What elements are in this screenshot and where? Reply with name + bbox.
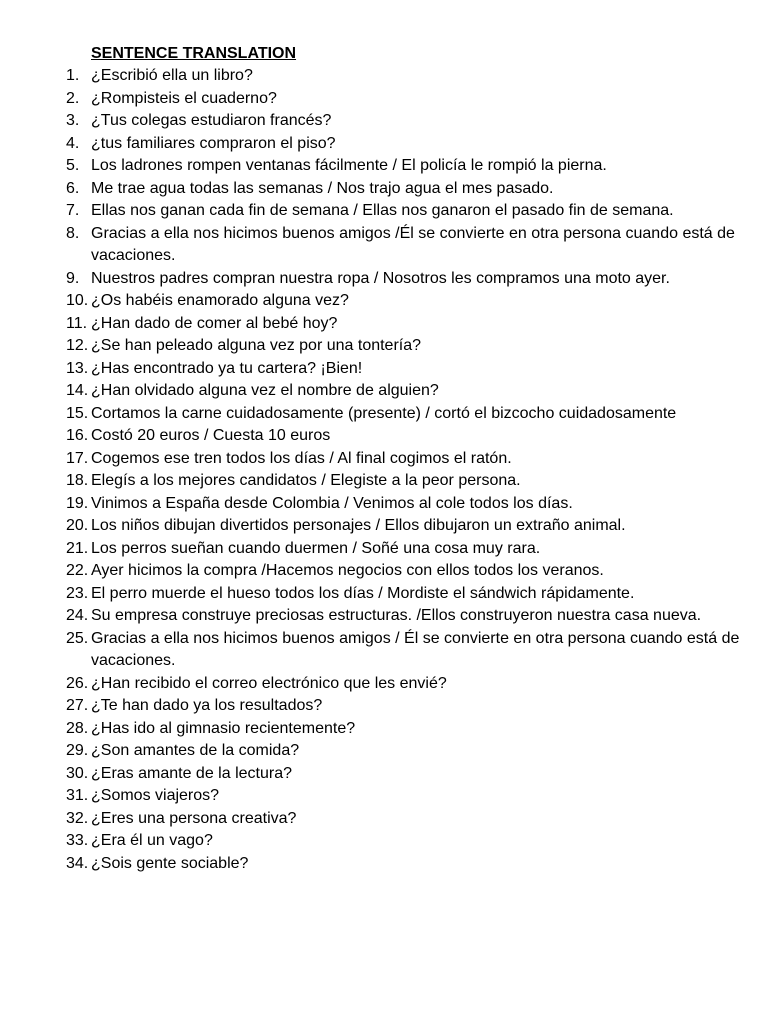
item-number: 18. [66,472,89,489]
list-item [66,605,746,628]
item-number: 34. [66,854,89,872]
item-number: 33. [66,832,89,849]
list-item [66,358,746,381]
list-item [66,88,746,111]
item-text: ¿Sois gente sociable? [91,854,249,872]
item-number: 20. [66,517,89,534]
item-text: ¿Rompisteis el cuaderno? [91,89,277,107]
item-number: 17. [66,449,89,467]
list-item [66,65,746,88]
item-number: 15. [66,404,89,422]
item-text: Ellas nos ganan cada fin de semana / Ellas nos ganaron el pasado fin de semana. [91,202,674,219]
item-text: Gracias a ella nos hicimos buenos amigos / Él se convierte en otra persona cuando está de vacaciones. [91,629,740,669]
item-text: Ayer hicimos la compra /Hacemos negocios con ellos todos los veranos. [91,562,604,579]
list-item [66,200,746,223]
item-text: ¿tus familiares compraron el piso? [91,134,336,152]
document-title: SENTENCE TRANSLATION [91,45,297,62]
list-item [66,268,746,291]
item-number: 10. [66,292,89,309]
list-item [66,470,746,493]
item-text: ¿Has encontrado ya tu cartera? ¡Bien! [91,359,363,377]
item-number: 12. [66,337,89,354]
item-text: Elegís a los mejores candidatos / Elegiste a la peor persona. [91,472,521,489]
item-number: 13. [66,359,89,377]
item-number: 30. [66,764,89,782]
list-item [66,223,746,268]
list-item [66,718,746,741]
item-number: 6. [66,179,80,197]
list-item [66,785,746,808]
item-text: Cogemos ese tren todos los días / Al final cogimos el ratón. [91,449,512,467]
list-item [66,763,746,786]
item-text: ¿Escribió ella un libro? [91,67,253,84]
item-number: 24. [66,607,89,624]
item-number: 32. [66,809,89,827]
list-item [66,695,746,718]
item-text: Gracias a ella nos hicimos buenos amigos /Él se convierte en otra persona cuando está de vacaciones. [91,224,735,264]
item-number: 22. [66,562,89,579]
item-text: ¿Has ido al gimnasio recientemente? [91,719,356,737]
item-text: ¿Era él un vago? [91,832,213,849]
item-text: ¿Han recibido el correo electrónico que les envié? [91,674,447,692]
item-text: Los perros sueñan cuando duermen / Soñé una cosa muy rara. [91,539,541,557]
list-item [66,583,746,606]
item-number: 26. [66,674,89,692]
list-item [66,110,746,133]
item-text: ¿Se han peleado alguna vez por una tontería? [91,337,422,354]
item-text: El perro muerde el hueso todos los días / Mordiste el sándwich rápidamente. [91,584,635,602]
item-number: 1. [66,67,80,84]
item-number: 16. [66,427,89,444]
list-item [66,808,746,831]
item-number: 2. [66,89,80,107]
item-text: Los niños dibujan divertidos personajes / Ellos dibujaron un extraño animal. [91,517,626,534]
item-text: Cortamos la carne cuidadosamente (presente) / cortó el bizcocho cuidadosamente [91,404,677,422]
item-number: 31. [66,787,89,804]
list-item [66,830,746,853]
list-item [66,853,746,876]
list-item [66,538,746,561]
item-text: ¿Os habéis enamorado alguna vez? [91,292,349,309]
item-text: Nuestros padres compran nuestra ropa / Nosotros les compramos una moto ayer. [91,269,670,287]
list-item [66,493,746,516]
item-number: 25. [66,629,89,647]
item-number: 29. [66,742,89,759]
list-item [66,515,746,538]
list-item [66,403,746,426]
item-text: ¿Te han dado ya los resultados? [91,697,323,714]
item-number: 21. [66,539,89,557]
list-item [66,313,746,336]
list-item [66,628,746,673]
item-number: 27. [66,697,89,714]
item-number: 5. [66,157,80,174]
list-item [66,335,746,358]
item-text: ¿Han dado de comer al bebé hoy? [91,314,338,332]
list-item [66,425,746,448]
item-text: ¿Son amantes de la comida? [91,742,300,759]
item-text: ¿Eres una persona creativa? [91,809,297,827]
item-number: 7. [66,202,80,219]
list-item [66,380,746,403]
item-number: 14. [66,382,89,399]
item-text: ¿Han olvidado alguna vez el nombre de alguien? [91,382,439,399]
item-number: 9. [66,269,80,287]
item-text: ¿Somos viajeros? [91,787,220,804]
list-item [66,155,746,178]
item-number: 23. [66,584,89,602]
item-number: 8. [66,224,80,242]
item-text: ¿Eras amante de la lectura? [91,764,292,782]
item-text: Me trae agua todas las semanas / Nos trajo agua el mes pasado. [91,179,554,197]
item-text: Costó 20 euros / Cuesta 10 euros [91,427,331,444]
item-number: 11. [66,314,88,332]
item-number: 4. [66,134,80,152]
list-item [66,178,746,201]
list-item [66,133,746,156]
item-number: 3. [66,112,80,129]
list-item [66,740,746,763]
sentence-list [66,65,746,875]
item-number: 28. [66,719,89,737]
item-text: Los ladrones rompen ventanas fácilmente / El policía le rompió la pierna. [91,157,607,174]
list-item [66,560,746,583]
item-text: Vinimos a España desde Colombia / Venimos al cole todos los días. [91,494,573,512]
list-item [66,448,746,471]
item-text: ¿Tus colegas estudiaron francés? [91,112,332,129]
list-item [66,290,746,313]
item-number: 19. [66,494,89,512]
list-item [66,673,746,696]
item-text: Su empresa construye preciosas estructuras. /Ellos construyeron nuestra casa nueva. [91,607,702,624]
